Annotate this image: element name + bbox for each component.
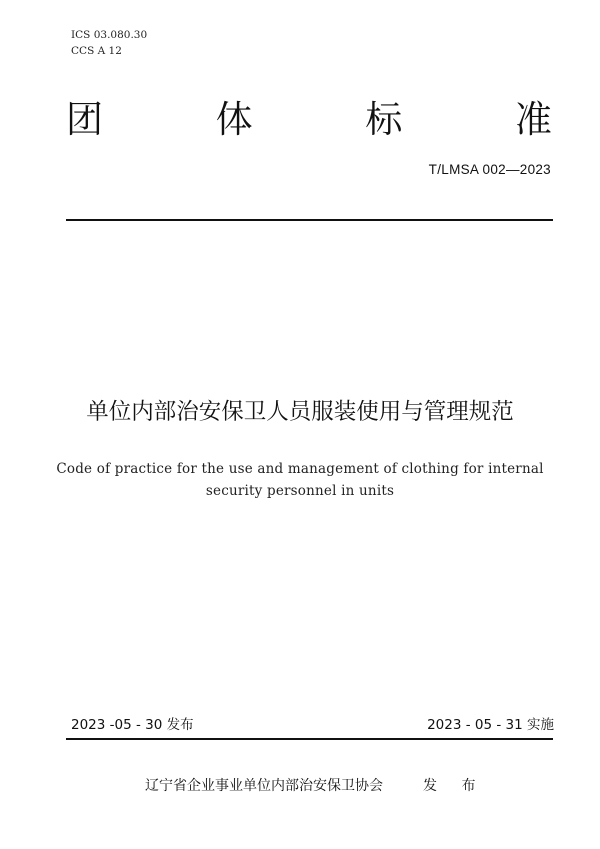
issue-date: 2023 -05 - 30 发布 <box>71 717 194 733</box>
standard-type-char: 标 <box>365 98 403 141</box>
publisher-name: 辽宁省企业事业单位内部治安保卫协会 <box>145 778 383 794</box>
publisher-action: 发 布 <box>423 778 486 794</box>
implementation-date: 2023 - 05 - 31 实施 <box>427 717 554 733</box>
ccs-code: CCS A 12 <box>71 45 122 57</box>
title-english-line: Code of practice for the use and management of clothing for internal <box>56 461 544 477</box>
title-english <box>0 458 600 502</box>
standard-type-char: 团 <box>66 98 103 141</box>
bottom-divider <box>66 738 553 740</box>
standard-type-heading <box>66 98 552 142</box>
title-chinese: 单位内部治安保卫人员服装使用与管理规范 <box>86 399 514 425</box>
standard-type-char: 准 <box>514 98 552 141</box>
top-divider <box>66 219 553 221</box>
title-english-line: security personnel in units <box>205 483 395 499</box>
standard-number: T/LMSA 002—2023 <box>428 162 551 177</box>
ics-code: ICS 03.080.30 <box>71 29 148 41</box>
standard-type-char: 体 <box>215 98 253 141</box>
